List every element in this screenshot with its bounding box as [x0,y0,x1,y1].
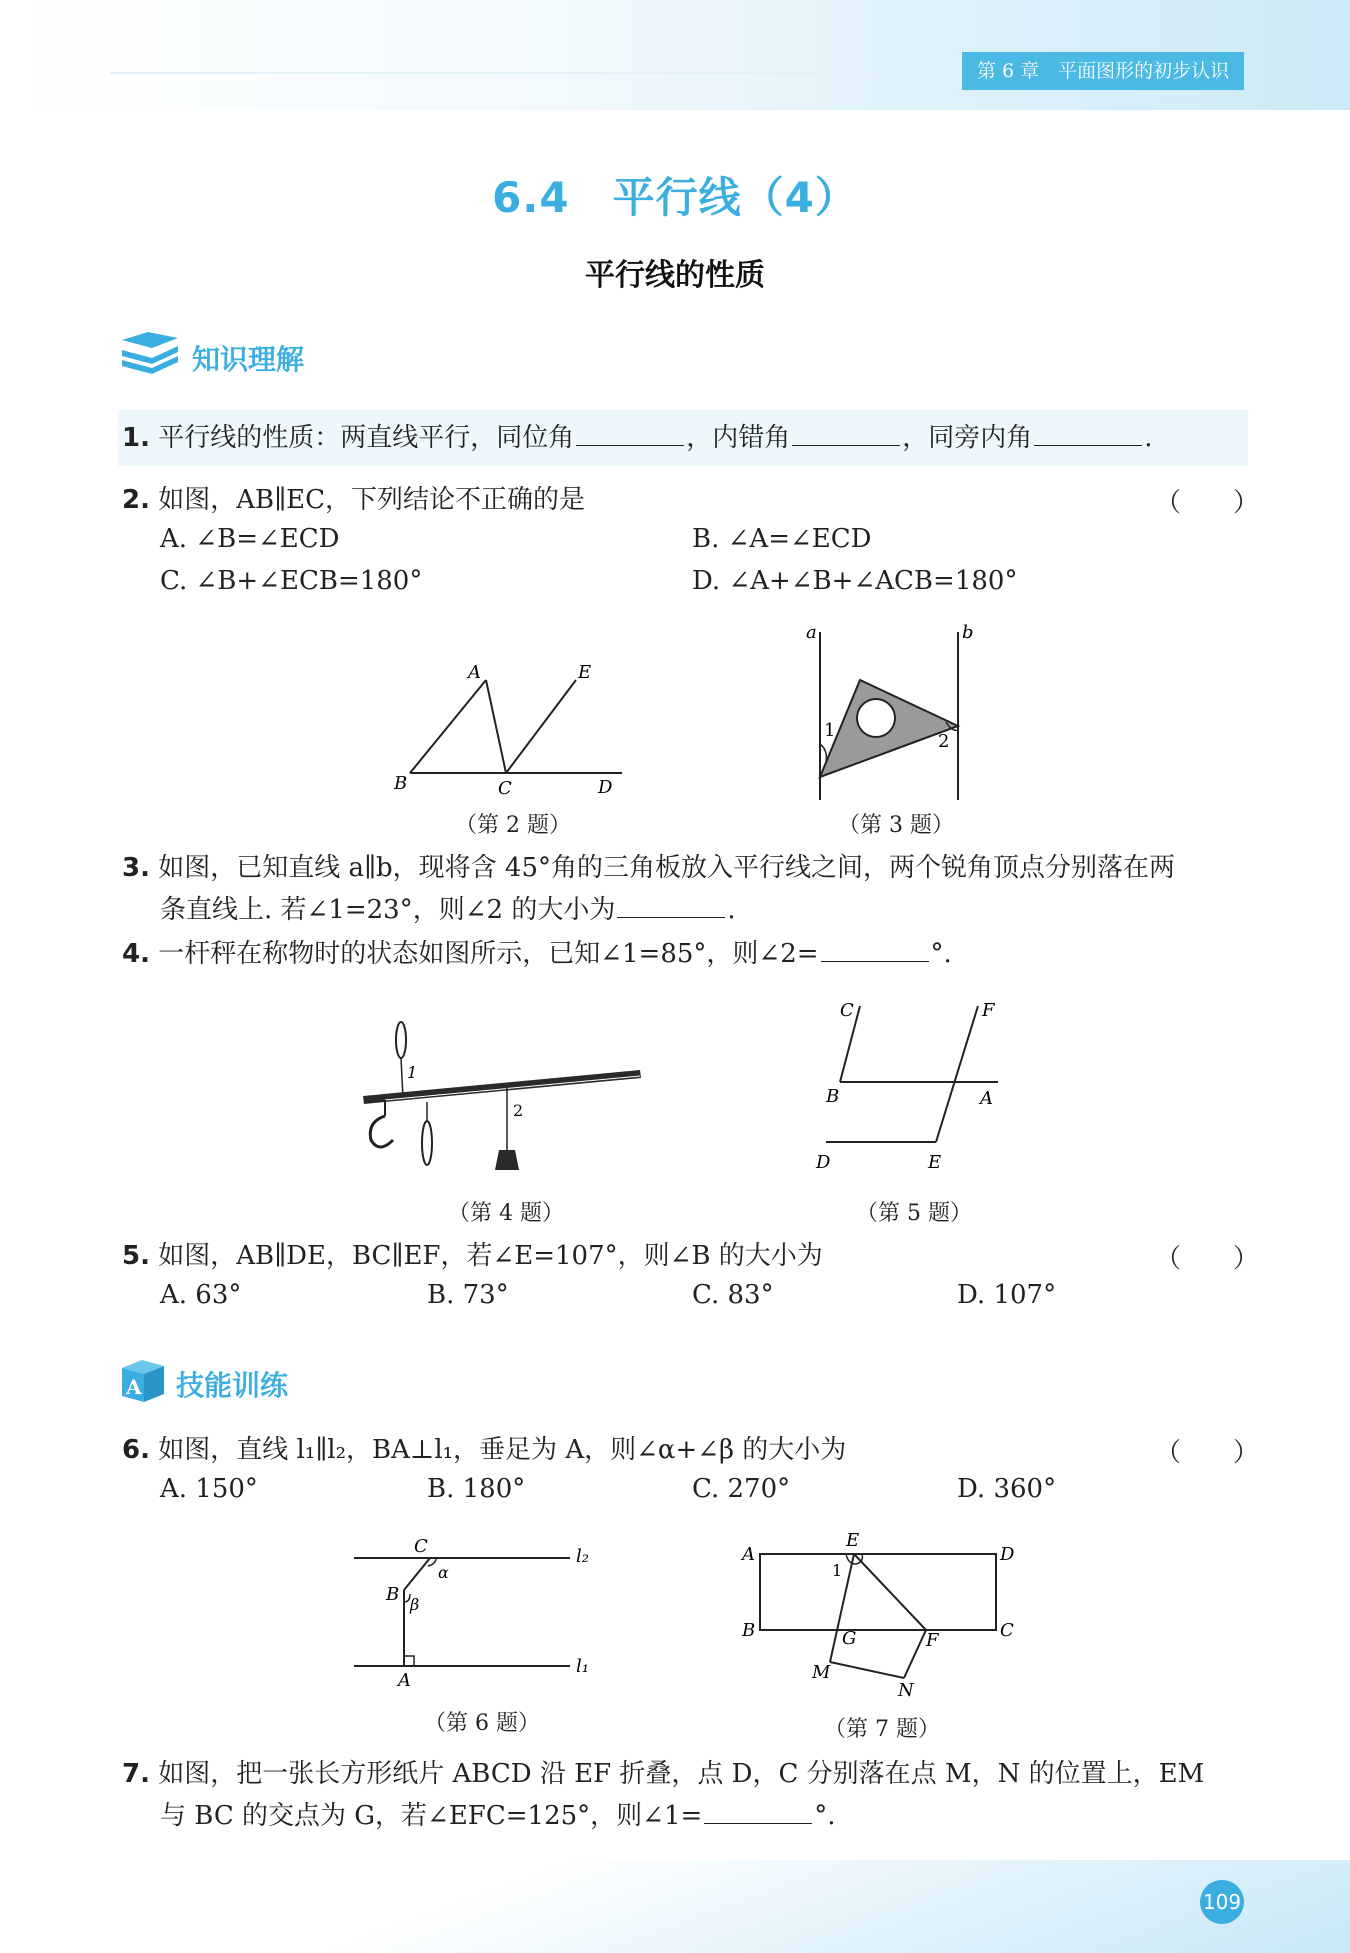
label-l1: l₁ [576,1656,589,1677]
option-c[interactable]: C. 270° [692,1474,791,1504]
option-d[interactable]: D. ∠A+∠B+∠ACB=180° [692,566,1018,596]
label-c: C [414,1536,428,1557]
footer-band [0,1860,1350,1953]
label-angle-2: 2 [938,731,950,752]
label-d: D [598,777,613,798]
label-angle-2: 2 [513,1101,524,1120]
caption-fig2: （第 2 题） [455,813,571,838]
chapter-tag: 第 6 章 平面图形的初步认识 [962,52,1244,90]
option-a[interactable]: A. 150° [160,1474,258,1504]
label-c: C [498,778,512,799]
cube-a-icon [118,1356,168,1408]
label-angle-1: 1 [407,1063,418,1082]
figure-4 [355,1018,655,1192]
label-alpha: α [438,1563,449,1582]
option-b[interactable]: B. ∠A=∠ECD [692,524,872,554]
answer-blank[interactable] [792,419,900,446]
answer-blank[interactable] [704,1797,812,1824]
answer-blank[interactable] [1034,419,1142,446]
question-2: 2. 如图，AB∥EC，下列结论不正确的是 [122,485,586,515]
question-7: 7. 如图，把一张长方形纸片 ABCD 沿 EF 折叠，点 D，C 分别落在点 M，N 的位置上，EM [122,1759,1205,1789]
label-b: B [386,1584,400,1605]
caption-fig3: （第 3 题） [838,813,954,838]
label-b: B [826,1086,840,1107]
label-c: C [840,1000,854,1021]
option-c[interactable]: C. 83° [692,1280,774,1310]
label-e: E [578,662,592,683]
question-5: 5. 如图，AB∥DE，BC∥EF，若∠E=107°，则∠B 的大小为 [122,1241,823,1271]
question-1: 1. 平行线的性质：两直线平行，同位角 ，内错角 ，同旁内角 . [122,418,1153,458]
books-icon [118,330,182,382]
label-c: C [1000,1620,1014,1641]
question-4: 4. 一杆秤在称物时的状态如图所示，已知∠1=85°，则∠2= °. [122,934,952,974]
section-skills: 技能训练 [176,1369,289,1402]
section-knowledge: 知识理解 [192,343,305,376]
label-g: G [842,1628,857,1649]
answer-blank[interactable] [617,891,725,918]
question-7-line2: 与 BC 的交点为 G，若∠EFC=125°，则∠1= °. [160,1796,836,1836]
option-b[interactable]: B. 180° [427,1474,526,1504]
label-f: F [926,1630,939,1651]
figure-7 [730,1520,1020,1704]
label-f: F [982,1000,995,1021]
question-3-line2: 条直线上. 若∠1=23°，则∠2 的大小为 . [160,890,736,930]
caption-fig5: （第 5 题） [856,1201,972,1226]
page-subtitle: 平行线的性质 [585,258,765,293]
label-l2: l₂ [576,1546,589,1567]
figure-6 [340,1530,620,1694]
label-b: B [742,1620,756,1641]
page-title: 6.4 平行线（4） [492,173,858,222]
svg-text:A: A [126,1375,142,1399]
label-a-line: a [806,622,817,643]
answer-paren[interactable]: （ ） [1155,1438,1260,1468]
option-d[interactable]: D. 360° [957,1474,1057,1504]
page-number: 109 [1200,1880,1244,1924]
label-e: E [928,1152,942,1173]
caption-fig7: （第 7 题） [824,1717,940,1742]
label-d: D [1000,1544,1015,1565]
label-n: N [898,1680,914,1700]
label-b-line: b [962,622,974,643]
label-a: A [980,1088,993,1109]
label-a: A [468,662,481,683]
label-m: M [812,1662,831,1683]
question-6: 6. 如图，直线 l₁∥l₂，BA⊥l₁，垂足为 A，则∠α+∠β 的大小为 [122,1435,847,1465]
figure-2 [380,650,640,804]
option-c[interactable]: C. ∠B+∠ECB=180° [160,566,423,596]
label-angle-1: 1 [832,1561,843,1580]
option-b[interactable]: B. 73° [427,1280,509,1310]
label-d: D [816,1152,831,1173]
caption-fig4: （第 4 题） [448,1201,564,1226]
label-beta: β [410,1595,420,1614]
label-e: E [846,1530,860,1551]
answer-paren[interactable]: （ ） [1155,488,1260,518]
answer-paren[interactable]: （ ） [1155,1244,1260,1274]
label-a: A [742,1544,755,1565]
answer-blank[interactable] [576,419,684,446]
header-rule [110,72,960,74]
figure-5 [806,994,1026,1178]
figure-3 [790,622,990,806]
label-a: A [398,1670,411,1690]
option-a[interactable]: A. 63° [160,1280,242,1310]
caption-fig6: （第 6 题） [424,1711,540,1736]
question-3: 3. 如图，已知直线 a∥b，现将含 45°角的三角板放入平行线之间，两个锐角顶点分别落在两 [122,853,1176,883]
label-angle-1: 1 [824,720,836,741]
label-b: B [394,773,408,794]
option-d[interactable]: D. 107° [957,1280,1057,1310]
option-a[interactable]: A. ∠B=∠ECD [160,524,340,554]
answer-blank[interactable] [821,935,929,962]
